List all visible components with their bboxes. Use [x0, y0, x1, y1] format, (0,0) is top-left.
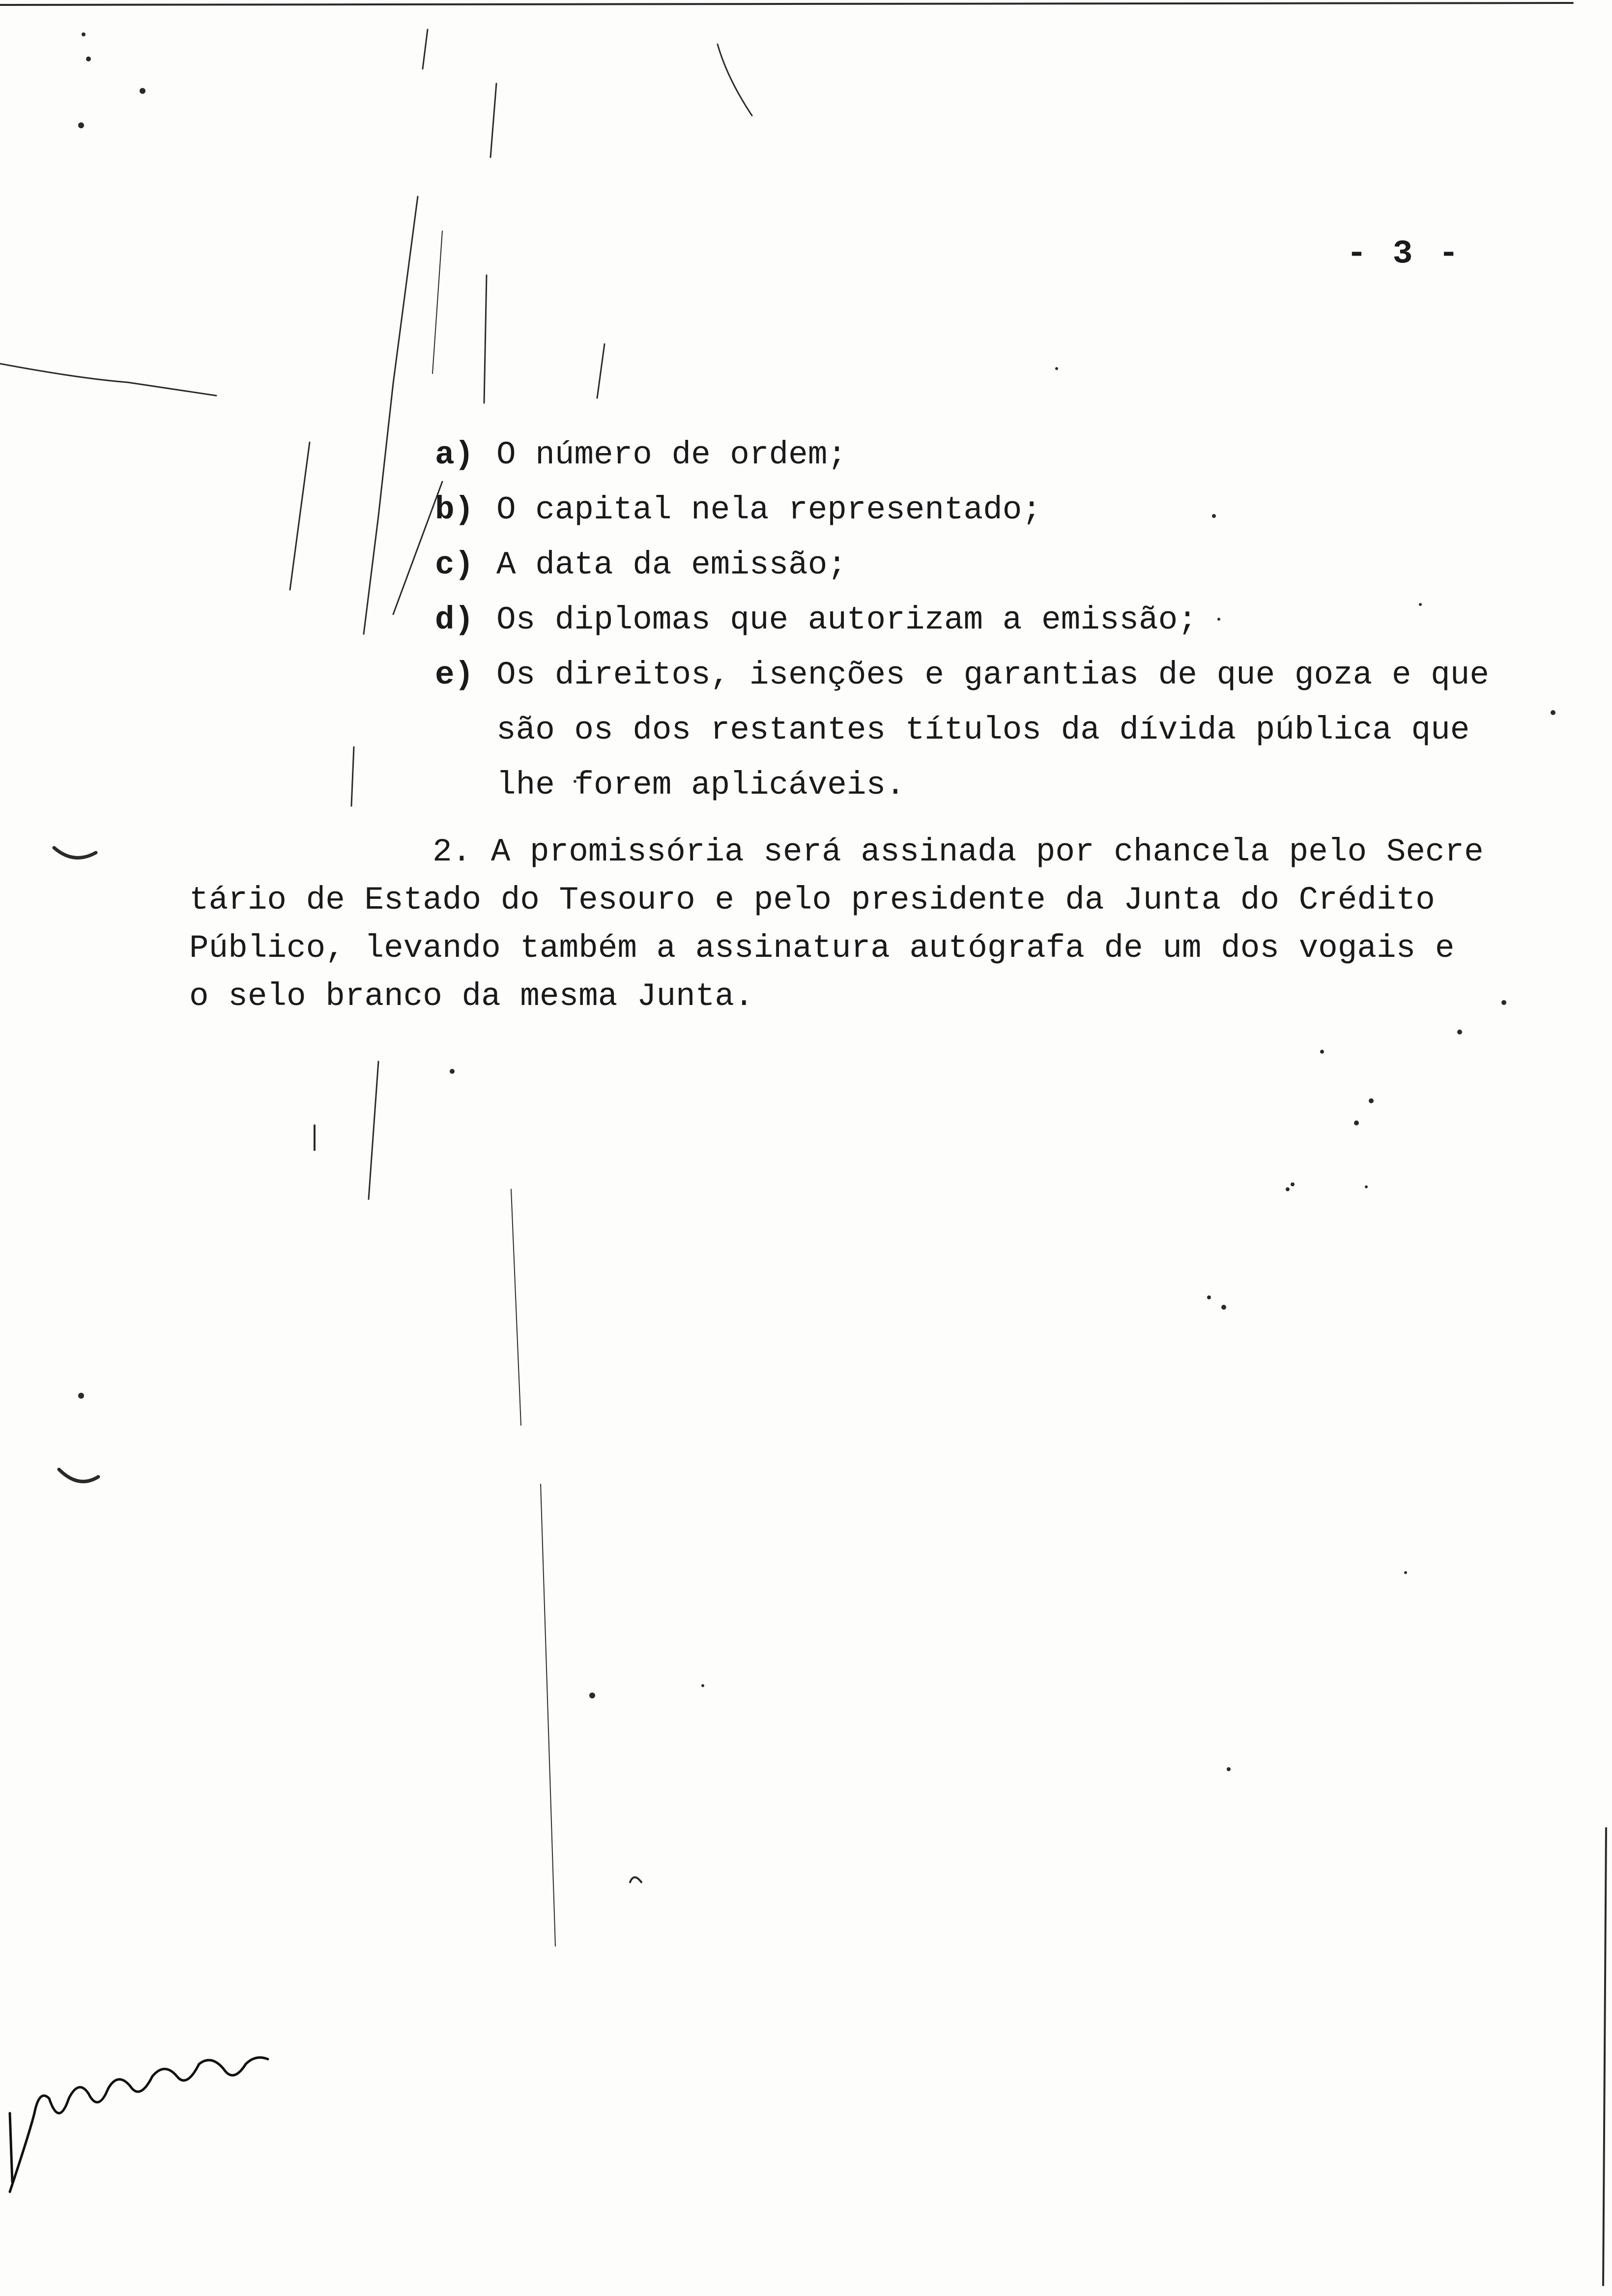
list-item	[435, 593, 1541, 648]
list-item-text	[496, 483, 1541, 538]
list-item-text	[496, 428, 1541, 483]
margin-arc-1	[54, 848, 96, 858]
list-item	[435, 648, 1541, 813]
list-item-line: A data da emissão;	[496, 546, 847, 583]
paragraph-line: tário de Estado do Tesouro e pelo presidente da Junta do Crédito	[189, 882, 1435, 918]
list-item-line: Os direitos, isenções e garantias de que goza e que	[496, 657, 1489, 693]
margin-arc-2	[59, 1469, 98, 1482]
fold-mark-13	[511, 1189, 521, 1425]
list-item-line: são os dos restantes títulos da dívida pública que	[496, 712, 1470, 748]
fold-mark-6	[484, 275, 487, 403]
list-item-line: O capital nela representado;	[496, 491, 1041, 528]
list-item	[435, 538, 1541, 593]
fold-mark-2	[490, 84, 496, 157]
fold-mark-10	[351, 747, 354, 806]
left-rule-line	[0, 364, 216, 396]
list-item-line: lhe forem aplicáveis.	[496, 767, 905, 804]
paragraph-line: Público, levando também a assinatura autógrafa de um dos vogais e	[189, 930, 1455, 967]
list-item-text	[496, 648, 1541, 813]
list-item-letter: a)	[435, 436, 474, 473]
margin-arc-3	[630, 1877, 641, 1882]
paragraph-line: o selo branco da mesma Junta.	[189, 978, 754, 1015]
list-item-text	[496, 593, 1541, 648]
fold-mark-9	[597, 344, 604, 398]
fold-mark-1	[423, 29, 428, 69]
list-item	[435, 483, 1541, 538]
list-item	[435, 428, 1541, 483]
list-item-letter: c)	[435, 546, 474, 583]
paragraph-line: 2. A promissória será assinada por chancela pelo Secre	[432, 833, 1484, 870]
paragraph-2	[189, 828, 1484, 1021]
list-item-letter: e)	[435, 657, 474, 693]
page-number: - 3 -	[1347, 235, 1462, 273]
list-item-letter: d)	[435, 602, 474, 638]
fold-mark-7	[290, 442, 310, 590]
list-item-line: O número de ordem;	[496, 436, 847, 473]
top-rule-line	[0, 3, 1573, 5]
list-item-line: Os diplomas que autorizam a emissão;	[496, 602, 1197, 638]
list-item-text	[496, 538, 1541, 593]
fold-mark-11	[369, 1062, 378, 1199]
fold-mark-14	[541, 1484, 555, 1946]
handwritten-signature	[10, 2058, 268, 2192]
enumerated-list	[435, 428, 1541, 813]
list-item-letter: b)	[435, 491, 474, 528]
fold-mark-3	[718, 44, 752, 115]
fold-mark-5	[432, 231, 442, 373]
right-margin-line	[1603, 1828, 1606, 2285]
signature-stroke	[10, 2113, 12, 2182]
